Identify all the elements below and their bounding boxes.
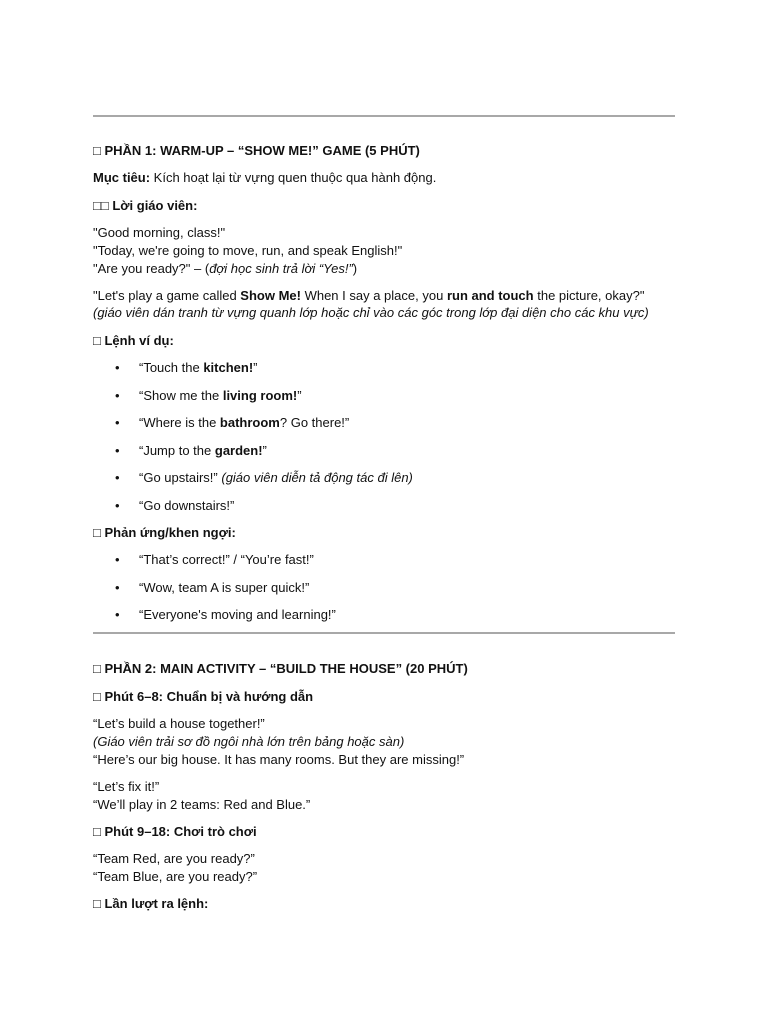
game-5: the picture, okay?" — [533, 288, 645, 303]
game-4: run and touch — [446, 288, 534, 303]
list-item — [139, 388, 302, 404]
cmd-post: ” — [297, 388, 302, 403]
bullet-icon: • — [115, 580, 120, 595]
greeting-line-1: "Good morning, class!" — [93, 225, 226, 240]
list-item — [139, 360, 258, 376]
checkbox-icon: □ — [93, 333, 101, 348]
text-line: “Let’s build a house together!” — [93, 716, 265, 731]
text-line: “Team Red, are you ready?” — [93, 851, 255, 866]
checkbox-icon: □ — [93, 525, 101, 540]
checkbox-icon: □ — [93, 896, 101, 911]
checkbox-icon: □ — [93, 824, 101, 839]
cmd-bold: living room! — [222, 388, 298, 403]
greeting-3c: ) — [352, 261, 358, 276]
step2-label: Phút 9–18: Chơi trò chơi — [104, 824, 257, 839]
text-line: “Here’s our big house. It has many rooms. But they are missing!” — [93, 752, 465, 767]
horizontal-rule-middle — [93, 632, 675, 634]
part1-heading — [93, 143, 420, 159]
cmd-bold: bathroom — [219, 415, 280, 430]
cmd-italic: (giáo viên diễn tả động tác đi lên) — [221, 470, 413, 485]
list-item — [139, 443, 267, 459]
bullet-icon: • — [115, 443, 120, 458]
cmd-pre: “Go downstairs!” — [139, 498, 235, 513]
list-item: “Everyone's moving and learning!” — [139, 607, 336, 622]
cmd-post: ? Go there!” — [279, 415, 350, 430]
teacher-label: Lời giáo viên: — [112, 198, 198, 213]
bullet-icon: • — [115, 415, 120, 430]
teacher-heading — [93, 198, 197, 214]
part2-heading — [93, 661, 468, 677]
game-3: When I say a place, you — [300, 288, 447, 303]
greeting-line-2: "Today, we're going to move, run, and speak English!" — [93, 243, 403, 258]
checkbox-icon: □ — [93, 661, 101, 676]
part2-heading-text: PHẦN 2: MAIN ACTIVITY – “BUILD THE HOUSE” (20 PHÚT) — [104, 661, 468, 676]
cmd-pre: “Show me the — [139, 388, 223, 403]
commands-label: Lệnh ví dụ: — [104, 333, 174, 348]
bullet-icon: • — [115, 470, 120, 485]
text-line: “We’ll play in 2 teams: Red and Blue.” — [93, 797, 311, 812]
text-line: “Team Blue, are you ready?” — [93, 869, 258, 884]
cmd-post: ” — [253, 360, 258, 375]
commands-heading — [93, 333, 174, 349]
step2-heading — [93, 824, 257, 840]
cmd-pre: “Go upstairs!” — [139, 470, 222, 485]
step3-label: Lần lượt ra lệnh: — [104, 896, 209, 911]
cmd-pre: “Jump to the — [139, 443, 215, 458]
bullet-icon: • — [115, 498, 120, 513]
checkbox-icon: □ — [93, 143, 101, 158]
game-2: Show Me! — [240, 288, 301, 303]
game-note: (giáo viên dán tranh từ vựng quanh lớp hoặc chỉ vào các góc trong lớp đại diện cho các khu vực) — [93, 305, 649, 320]
greeting-line-3 — [93, 261, 357, 277]
cmd-pre: “Touch the — [139, 360, 204, 375]
step1-label: Phút 6–8: Chuẩn bị và hướng dẫn — [104, 689, 314, 704]
praise-label: Phản ứng/khen ngợi: — [104, 525, 236, 540]
cmd-post: ” — [262, 443, 267, 458]
game-1: "Let's play a game called — [93, 288, 241, 303]
objective-line — [93, 170, 436, 186]
checkbox-icon: □ — [93, 689, 101, 704]
teacher-icon: □□ — [93, 198, 109, 213]
bullet-icon: • — [115, 360, 120, 375]
bullet-icon: • — [115, 388, 120, 403]
bullet-icon: • — [115, 607, 120, 622]
list-item — [139, 470, 413, 486]
list-item — [139, 415, 349, 431]
step3-heading — [93, 896, 208, 912]
game-intro-line — [93, 288, 644, 304]
text-line: “Let’s fix it!” — [93, 779, 160, 794]
cmd-pre: “Where is the — [139, 415, 220, 430]
text-line-italic: (Giáo viên trải sơ đồ ngôi nhà lớn trên bảng hoặc sàn) — [93, 734, 405, 749]
greeting-3b: đợi học sinh trả lời “Yes!” — [209, 261, 353, 276]
horizontal-rule-top — [93, 115, 675, 117]
cmd-bold: garden! — [214, 443, 263, 458]
part1-heading-text: PHẦN 1: WARM-UP – “SHOW ME!” GAME (5 PHÚT) — [104, 143, 420, 158]
bullet-icon: • — [115, 552, 120, 567]
objective-text: Kích hoạt lại từ vựng quen thuộc qua hành động. — [150, 170, 437, 185]
objective-label: Mục tiêu: — [93, 170, 151, 185]
praise-heading — [93, 525, 236, 541]
step1-heading — [93, 689, 313, 705]
greeting-3a: "Are you ready?" – ( — [93, 261, 210, 276]
list-item: “That’s correct!” / “You’re fast!” — [139, 552, 314, 567]
cmd-bold: kitchen! — [203, 360, 254, 375]
list-item: “Wow, team A is super quick!” — [139, 580, 310, 595]
list-item — [139, 498, 234, 514]
